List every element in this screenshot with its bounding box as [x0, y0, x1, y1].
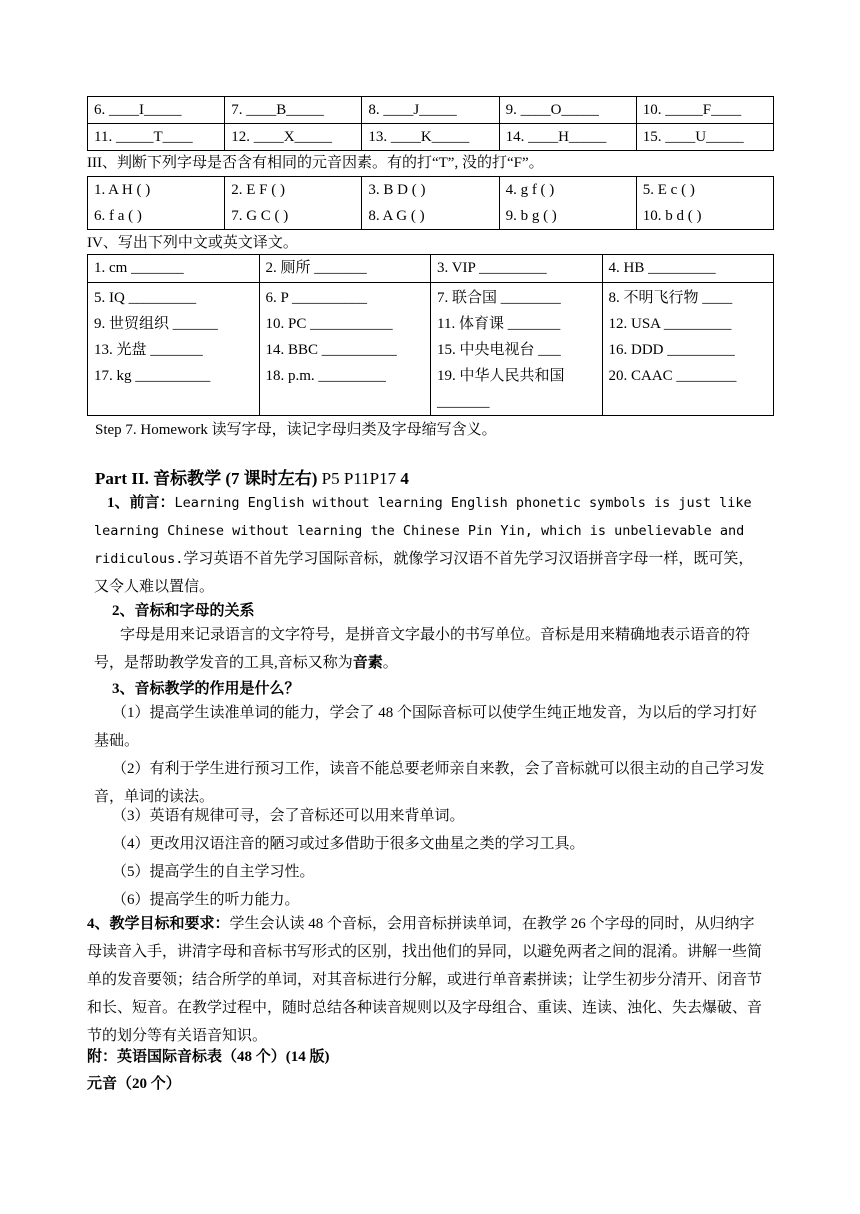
list-item: （4）更改用汉语注音的陋习或过多借助于很多文曲星之类的学习工具。	[112, 836, 585, 852]
table-row	[88, 124, 774, 151]
section-heading-iii: III、判断下列字母是否含有相同的元音因素。有的打“T”, 没的打“F”。	[87, 155, 544, 171]
table-row	[88, 255, 774, 283]
vowels-title: 元音（20 个）	[87, 1076, 181, 1092]
table-cell: 13. ____K_____	[362, 124, 499, 151]
table-cell: 6. P __________ 10. PC ___________ 14. BBC __________ 18. p.m. _________	[259, 283, 431, 416]
part-title: Part II. 音标教学 (7 课时左右) P5 P11P17 4	[95, 469, 409, 488]
table-cell: 8. 不明飞行物 ____ 12. USA _________ 16. DDD _________ 20. CAAC ________	[602, 283, 774, 416]
table-cell: 3. VIP _________	[431, 255, 603, 283]
table-cell: 7. 联合国 ________ 11. 体育课 _______ 15. 中央电视台 ___ 19. 中华人民共和国 _______	[431, 283, 603, 416]
list-item: （1）提高学生读准单词的能力，学会了 48 个国际音标可以使学生纯正地发音，为以后的学习打好基础。	[94, 705, 758, 749]
table-cell: 9. ____O_____	[499, 97, 636, 124]
table-row	[88, 283, 774, 416]
table-cell: 3. B D ( ) 8. A G ( )	[362, 177, 499, 230]
preface-paragraph: 1、前言：Learning English without learning English phonetic symbols is just like learning Chinese without learning the Chinese Pin Yin, which is unbelievable and ridiculous.学习英语不首先学习国际音标，就像学习汉语不首先学习汉语拼音字母一样，既可笑，又令人难以置信。	[94, 495, 754, 595]
table-cell: 8. ____J_____	[362, 97, 499, 124]
appendix-title: 附：英语国际音标表（48 个）(14 版)	[87, 1049, 330, 1065]
table-row	[88, 97, 774, 124]
section-heading-3: 3、音标教学的作用是什么？	[112, 681, 300, 697]
table-cell: 2. E F ( ) 7. G C ( )	[225, 177, 362, 230]
table-cell: 4. g f ( ) 9. b g ( )	[499, 177, 636, 230]
list-item: （3）英语有规律可寻，会了音标还可以用来背单词。	[112, 808, 465, 824]
table-cell: 10. _____F____	[636, 97, 773, 124]
table-cell: 11. _____T____	[88, 124, 225, 151]
table-cell: 6. ____I_____	[88, 97, 225, 124]
table-cell: 4. HB _________	[602, 255, 774, 283]
relation-paragraph: 字母是用来记录语言的文字符号，是拼音文字最小的书写单位。音标是用来精确地表示语音的符号，是帮助教学发音的工具,音标又称为音素。	[94, 627, 751, 671]
table-row	[88, 177, 774, 230]
table-cell: 12. ____X_____	[225, 124, 362, 151]
table-cell: 7. ____B_____	[225, 97, 362, 124]
table-cell: 15. ____U_____	[636, 124, 773, 151]
homework-line: Step 7. Homework 读写字母，读记字母归类及字母缩写含义。	[95, 422, 497, 438]
vowel-judgement-table	[87, 176, 774, 230]
list-item: （6）提高学生的听力能力。	[112, 892, 300, 908]
section-heading-iv: IV、写出下列中文或英文译文。	[87, 235, 298, 251]
table-cell: 14. ____H_____	[499, 124, 636, 151]
table-cell: 5. E c ( ) 10. b d ( )	[636, 177, 773, 230]
letters-table	[87, 96, 774, 151]
table-cell: 1. cm _______	[88, 255, 260, 283]
table-cell: 5. IQ _________ 9. 世贸组织 ______ 13. 光盘 _______ 17. kg __________	[88, 283, 260, 416]
table-cell: 1. A H ( ) 6. f a ( )	[88, 177, 225, 230]
translation-table	[87, 254, 774, 416]
section-heading-2: 2、音标和字母的关系	[112, 603, 255, 619]
objectives-paragraph: 4、教学目标和要求：学生会认读 48 个音标，会用音标拼读单词，在教学 26 个字母的同时，从归纳字母读音入手，讲清字母和音标书写形式的区别，找出他们的异同，以避免两者之间的混淆。讲解一些简单的发音要领；结合所学的单词，对其音标进行分解，或进行单音素拼读；让学生初步分清开、闭音节和长、短音。在教学过程中，随时总结各种读音规则以及字母组合、重读、连读、浊化、失去爆破、音节的划分等有关语音知识。	[87, 916, 763, 1044]
list-item: （2）有利于学生进行预习工作，读音不能总要老师亲自来教，会了音标就可以很主动的自己学习发音，单词的读法。	[94, 761, 765, 805]
table-cell: 2. 厕所 _______	[259, 255, 431, 283]
list-item: （5）提高学生的自主学习性。	[112, 864, 315, 880]
